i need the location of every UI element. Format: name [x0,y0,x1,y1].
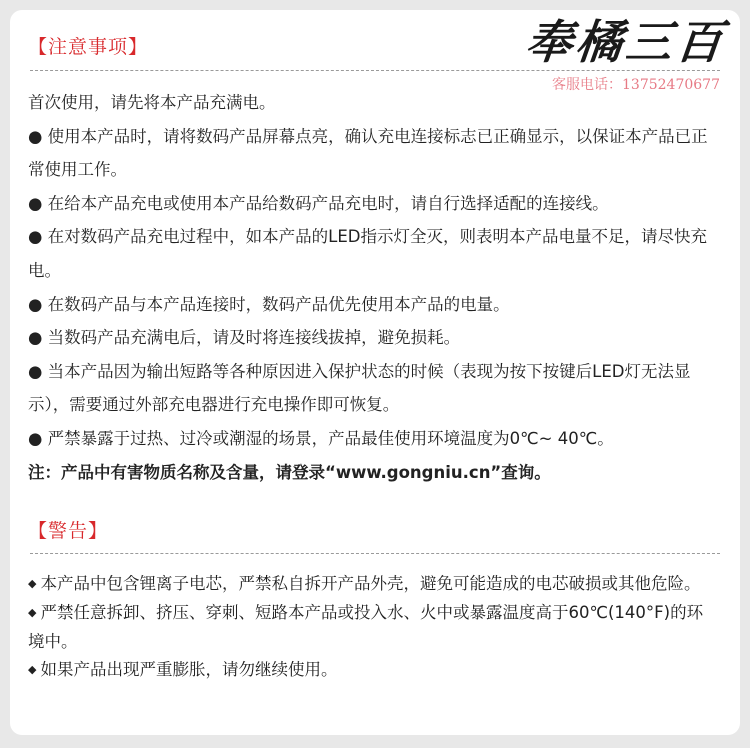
notice-item: ● 严禁暴露于过热、过冷或潮湿的场景，产品最佳使用环境温度为0℃~ 40℃。 [28,428,614,448]
warning-title: 【警告】 [28,520,109,542]
harmful-substance-note: 注：产品中有害物质名称及含量，请登录“www.gongniu.cn”查询。 [28,462,551,482]
diamond-bullet-icon: ◆ [28,605,37,619]
warning-item-text: 如果产品出现严重膨胀，请勿继续使用。 [40,660,338,680]
diamond-bullet-icon: ◆ [28,577,37,590]
warning-item-text: 本产品中包含锂离子电芯，严禁私自拆开产品外壳，避免可能造成的电芯破损或其他危险。 [40,574,701,593]
warning-item [28,570,712,599]
notice-divider [30,70,720,71]
warning-body [28,570,712,685]
notice-title: 【注意事项】 [28,36,149,58]
brand-logo: 奉橘三百 [523,15,729,69]
notice-item: 首次使用，请先将本产品充满电。 [28,93,276,112]
brand-block [523,15,729,94]
warning-divider [30,553,720,554]
customer-service-phone: 客服电话：13752470677 [552,77,720,93]
warning-item [28,599,712,657]
notice-item: ● 使用本产品时，请将数码产品屏幕点亮，确认充电连接标志已正确显示，以保证本产品已正常使用工作。 [28,126,708,180]
notice-item: ● 在对数码产品充电过程中，如本产品的LED指示灯全灭，则表明本产品电量不足，请尽快充电。 [28,227,707,280]
notice-item: ● 在给本产品充电或使用本产品给数码产品充电时，请自行选择适配的连接线。 [28,193,609,213]
notice-item: ● 在数码产品与本产品连接时，数码产品优先使用本产品的电量。 [28,294,510,314]
notice-item: ● 当本产品因为输出短路等各种原因进入保护状态的时候（表现为按下按键后LED灯无法显示），需要通过外部充电器进行充电操作即可恢复。 [28,361,691,415]
notice-item: ● 当数码产品充满电后，请及时将连接线拔掉，避免损耗。 [28,328,461,348]
warning-item [28,656,712,685]
instruction-card [10,10,740,735]
warning-item-text: 严禁任意拆卸、挤压、穿刺、短路本产品或投入水、火中或暴露温度高于60℃(140°F)的环境中。 [28,602,704,651]
diamond-bullet-icon: ◆ [28,663,37,677]
notice-body [28,86,710,489]
